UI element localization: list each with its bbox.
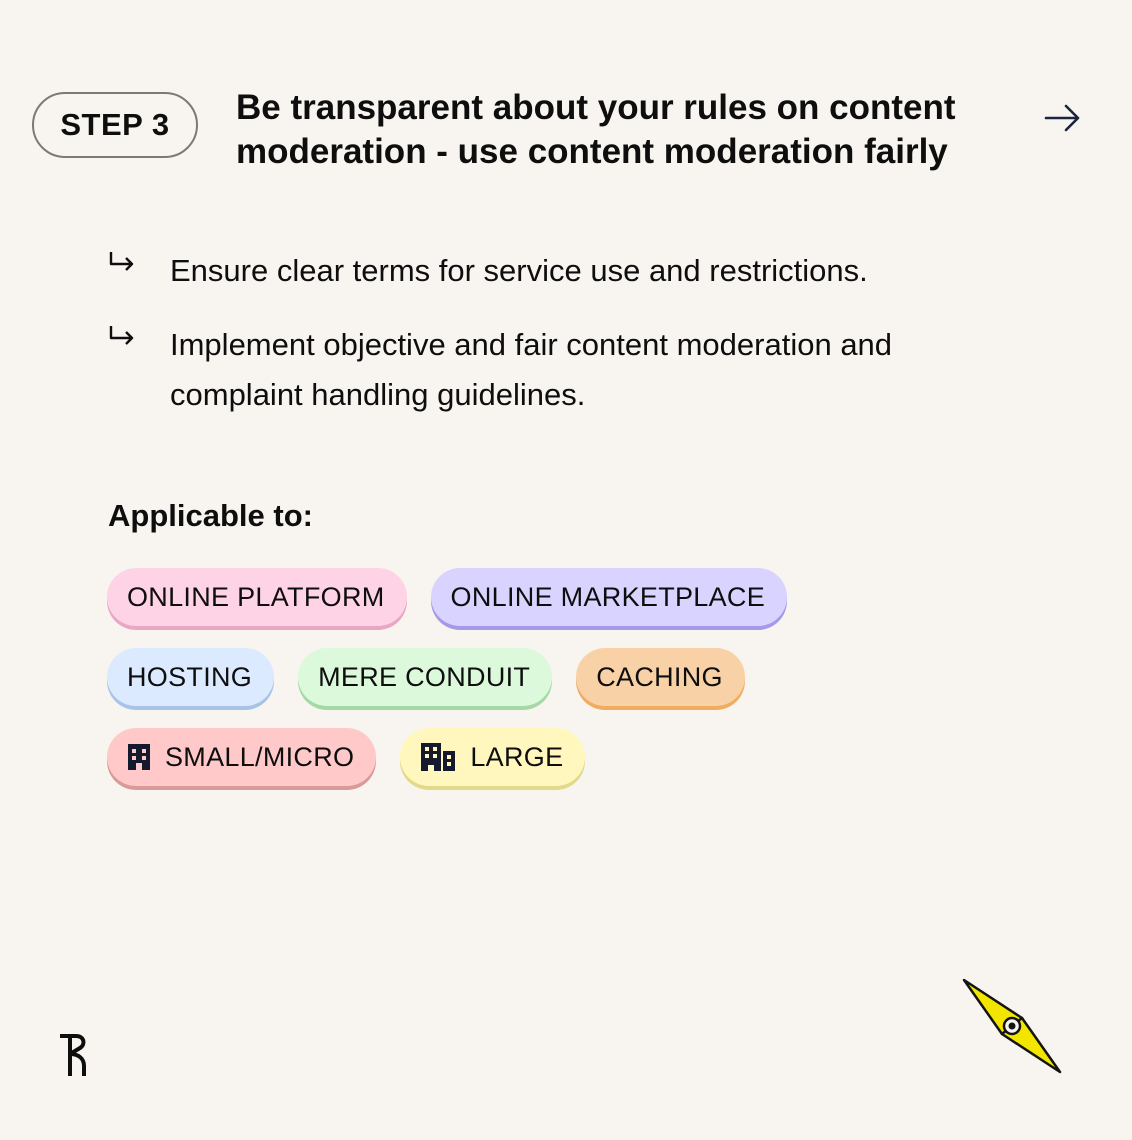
tag-label: SMALL/MICRO (165, 741, 355, 772)
title-line-2: moderation - use content moderation fairly (236, 132, 948, 171)
arrow-turn-down-right-icon (108, 320, 170, 420)
list-item (108, 246, 1008, 296)
list-item (108, 320, 1008, 420)
tag-list (107, 568, 1007, 808)
tag-small-micro (107, 728, 376, 786)
step-badge (32, 92, 198, 158)
tag-label: CACHING (596, 661, 723, 692)
tag-label: MERE CONDUIT (318, 661, 531, 692)
tag-row (107, 568, 1007, 626)
step-label: STEP 3 (60, 107, 170, 142)
page-title (236, 86, 1016, 174)
tag-row (107, 728, 1007, 786)
tag-label: HOSTING (127, 661, 253, 692)
bullet-list (108, 246, 1008, 444)
tag-label: ONLINE MARKETPLACE (450, 581, 766, 612)
small-building-icon (127, 743, 151, 771)
tag-row (107, 648, 1007, 706)
tag-label: LARGE (470, 741, 564, 772)
tag-online-marketplace (431, 568, 787, 626)
arrow-right-icon[interactable] (1044, 102, 1082, 134)
arrow-turn-down-right-icon (108, 246, 170, 296)
bullet-text: Implement objective and fair content moderation and complaint handling guidelines. (170, 327, 893, 412)
tag-online-platform (107, 568, 407, 626)
title-line-1: Be transparent about your rules on content (236, 88, 956, 127)
tag-large (400, 728, 585, 786)
large-building-icon (420, 742, 456, 772)
tag-label: ONLINE PLATFORM (127, 581, 385, 612)
applicable-label: Applicable to: (108, 498, 313, 533)
brand-logo-icon (58, 1032, 92, 1078)
compass-icon (960, 976, 1066, 1078)
bullet-text: Ensure clear terms for service use and restrictions. (170, 253, 868, 288)
tag-caching (576, 648, 745, 706)
tag-hosting (107, 648, 274, 706)
tag-mere-conduit (298, 648, 552, 706)
